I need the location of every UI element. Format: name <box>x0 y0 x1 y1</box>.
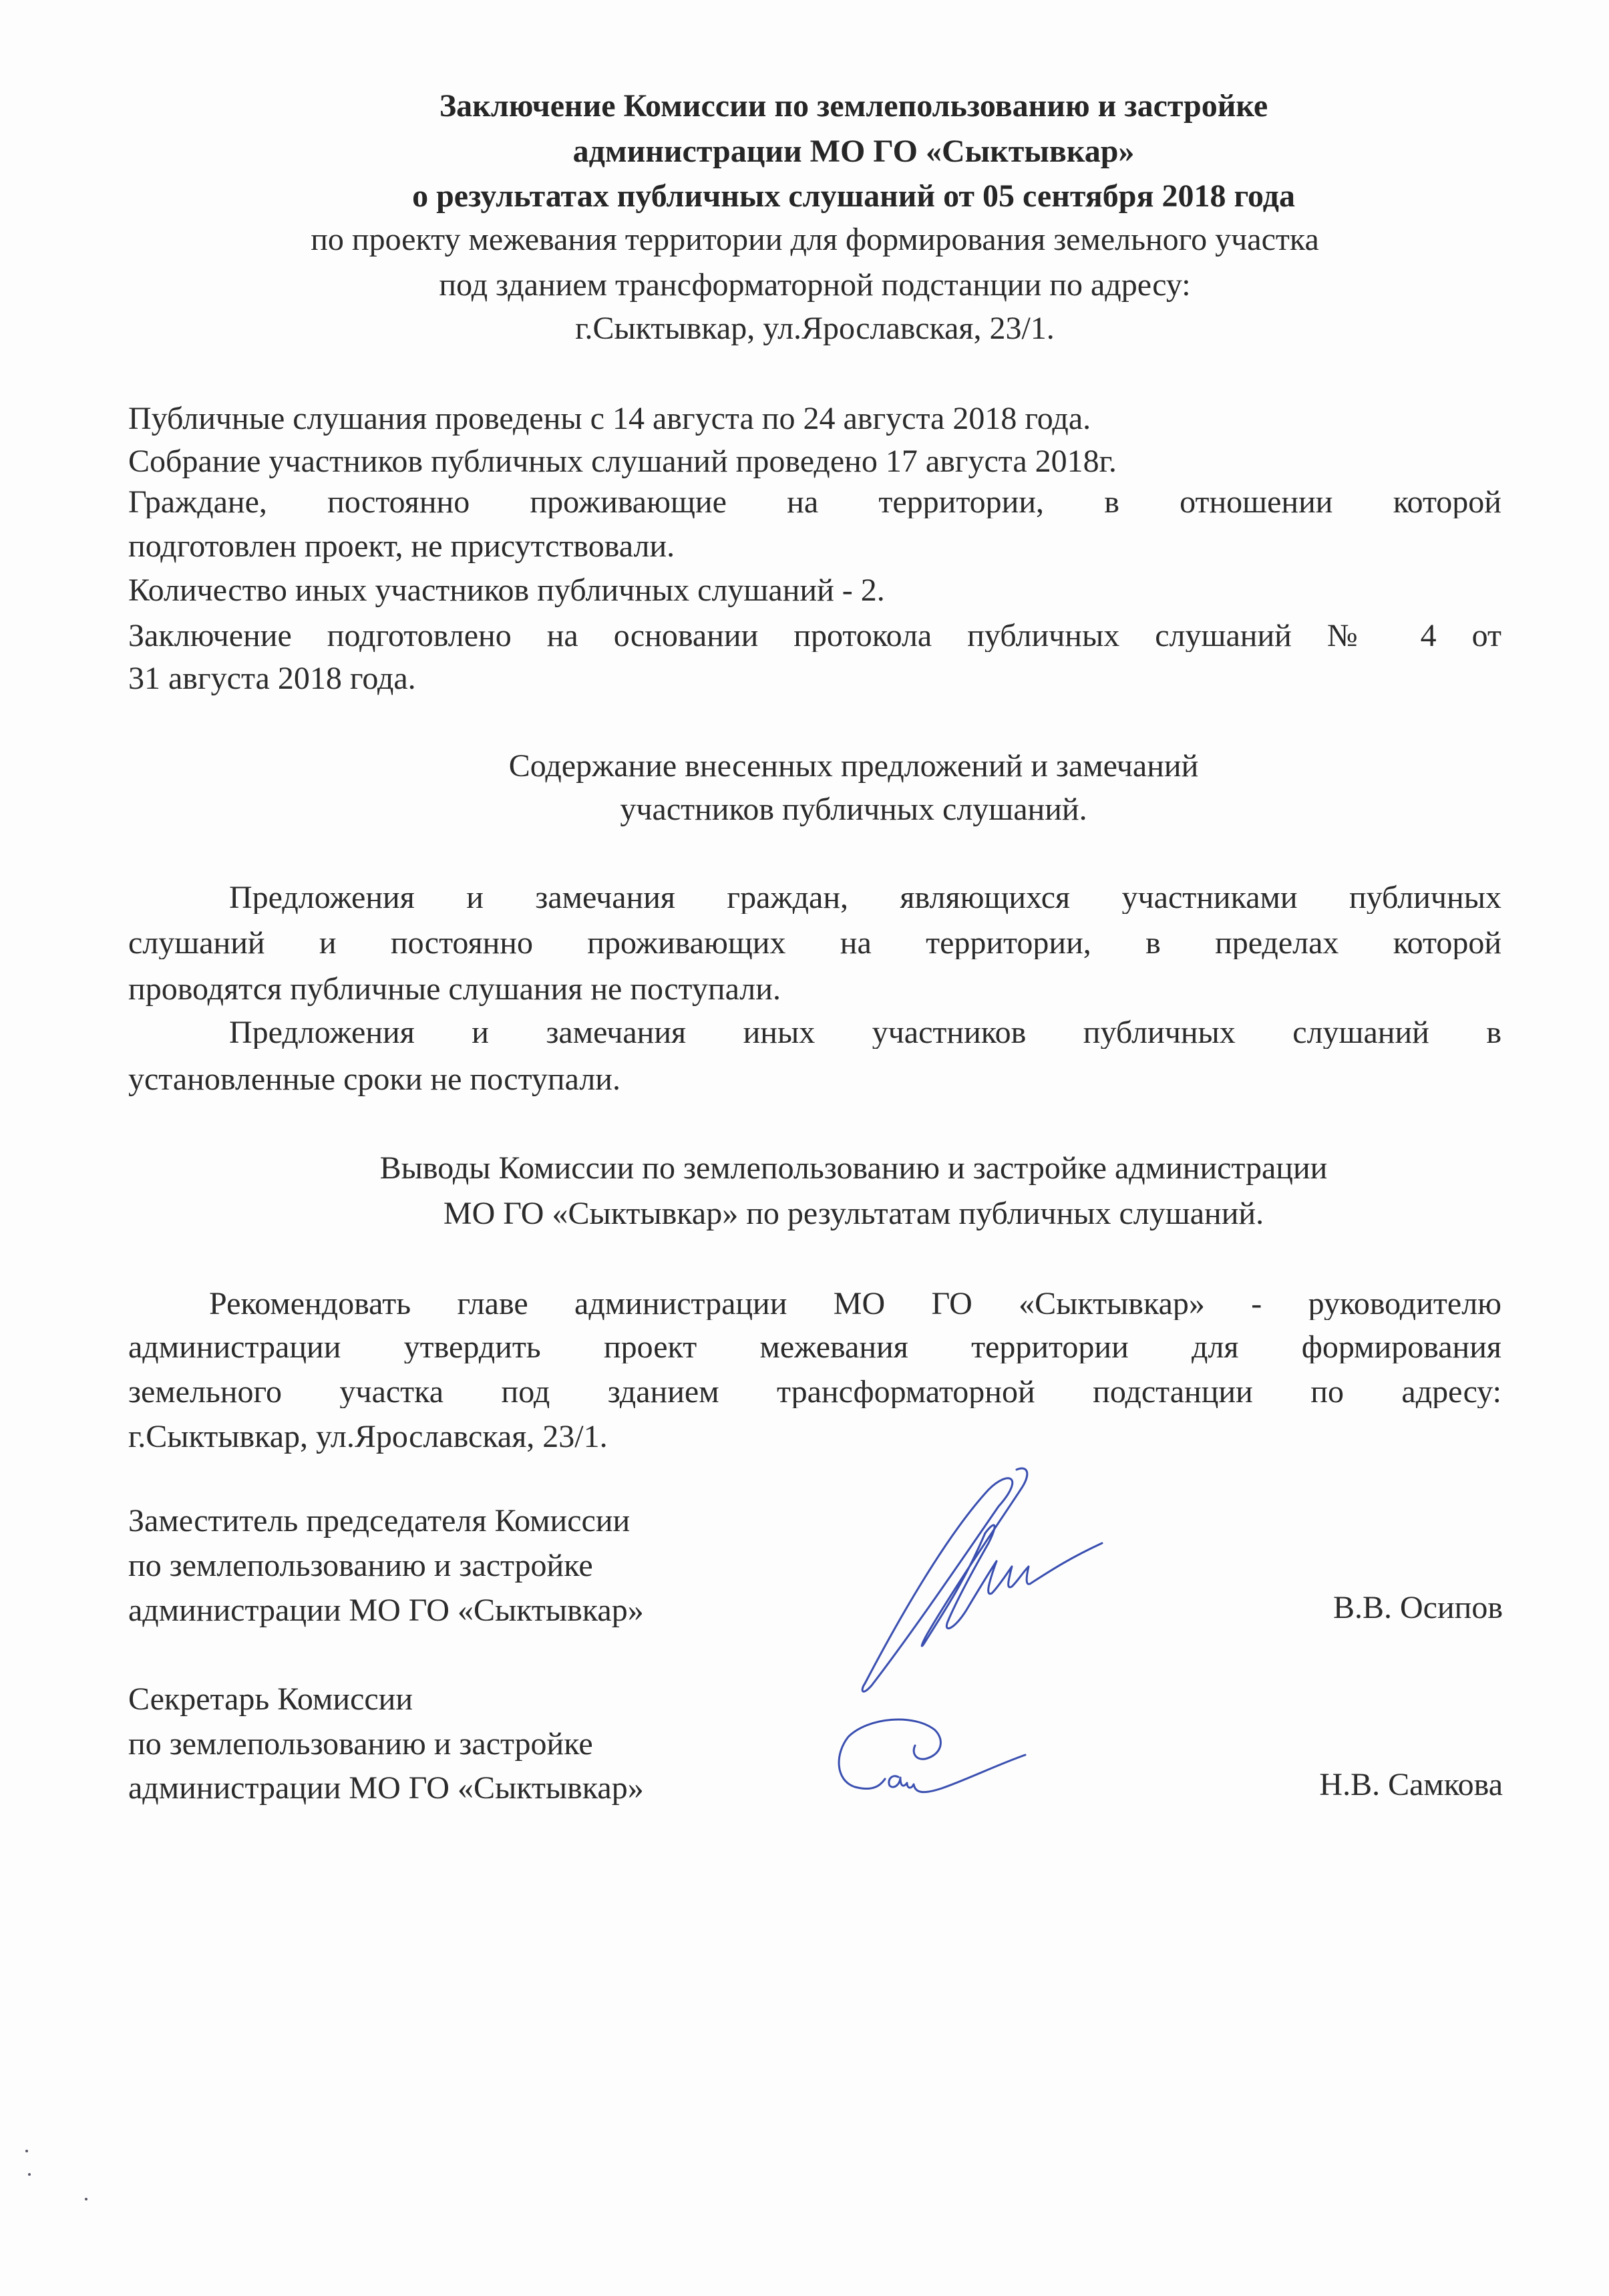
signatory-position-line: по землепользованию и застройке <box>128 1548 593 1583</box>
fact-line: Количество иных участников публичных слушаний - 2. <box>128 572 885 608</box>
signature-samkova <box>828 1713 1042 1800</box>
signatory-position-line: Секретарь Комиссии <box>128 1681 413 1717</box>
paragraph-line: слушаний и постоянно проживающих на территории, в пределах которой <box>128 927 1501 959</box>
paragraph-line: Рекомендовать главе администрации МО ГО «Сыктывкар» - руководителю <box>209 1288 1501 1320</box>
fact-line: 31 августа 2018 года. <box>128 661 416 696</box>
signatory-name: Н.В. Самкова <box>1319 1767 1503 1802</box>
paragraph-line: г.Сыктывкар, ул.Ярославская, 23/1. <box>128 1419 608 1454</box>
fact-line: Собрание участников публичных слушаний проведено 17 августа 2018г. <box>128 444 1117 479</box>
subtitle-address: г.Сыктывкар, ул.Ярославская, 23/1. <box>575 311 1055 346</box>
paragraph-line: Предложения и замечания иных участников публичных слушаний в <box>229 1017 1501 1049</box>
signature-osipov <box>848 1460 1115 1700</box>
signatory-position-line: администрации МО ГО «Сыктывкар» <box>128 1593 644 1628</box>
section-heading-line: МО ГО «Сыктывкар» по результатам публичных слушаний. <box>443 1196 1264 1231</box>
section-heading-line: участников публичных слушаний. <box>620 792 1087 827</box>
paragraph-line: администрации утвердить проект межевания территории для формирования <box>128 1331 1501 1363</box>
signatory-name: В.В. Осипов <box>1332 1590 1503 1625</box>
scan-speck <box>85 2198 87 2200</box>
section-heading-line: Выводы Комиссии по землепользованию и застройке администрации <box>379 1150 1328 1186</box>
title-line: Заключение Комиссии по землепользованию и застройке <box>439 88 1268 124</box>
fact-line: Заключение подготовлено на основании протокола публичных слушаний № 4 от <box>128 620 1501 652</box>
scan-speck <box>28 2173 31 2176</box>
paragraph-line: установленные сроки не поступали. <box>128 1061 620 1097</box>
title-line: о результатах публичных слушаний от 05 сентября 2018 года <box>412 178 1295 214</box>
fact-line: подготовлен проект, не присутствовали. <box>128 528 675 564</box>
section-heading-line: Содержание внесенных предложений и замечаний <box>508 748 1199 784</box>
paragraph-line: проводятся публичные слушания не поступали. <box>128 971 781 1007</box>
paragraph-line: Предложения и замечания граждан, являющихся участниками публичных <box>229 882 1501 914</box>
signatory-position-line: по землепользованию и застройке <box>128 1726 593 1762</box>
paragraph-line: земельного участка под зданием трансформаторной подстанции по адресу: <box>128 1376 1501 1408</box>
subtitle-line: по проекту межевания территории для формирования земельного участка <box>311 222 1319 257</box>
fact-line: Граждане, постоянно проживающие на территории, в отношении которой <box>128 486 1501 518</box>
subtitle-line: под зданием трансформаторной подстанции по адресу: <box>439 267 1191 303</box>
signatory-position-line: администрации МО ГО «Сыктывкар» <box>128 1770 644 1806</box>
scan-speck <box>25 2150 28 2152</box>
signatory-position-line: Заместитель председателя Комиссии <box>128 1503 631 1538</box>
title-line: администрации МО ГО «Сыктывкар» <box>572 134 1135 169</box>
fact-line: Публичные слушания проведены с 14 августа по 24 августа 2018 года. <box>128 401 1091 436</box>
